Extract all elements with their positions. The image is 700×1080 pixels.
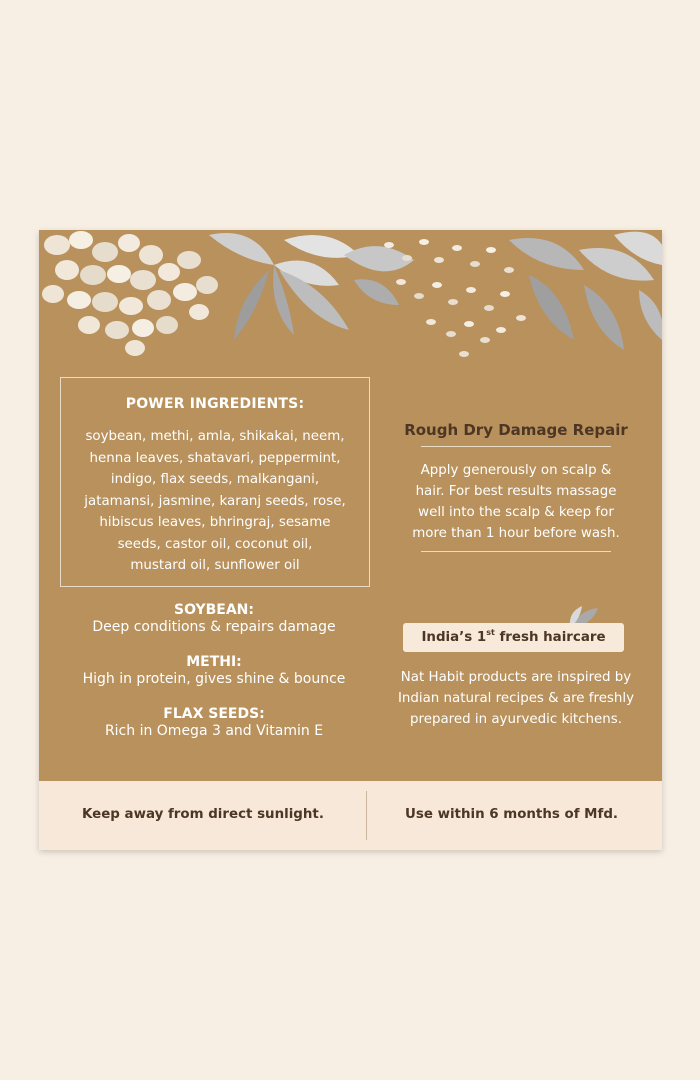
benefit-name: METHI: — [186, 654, 242, 670]
power-ingredients-title: POWER INGREDIENTS: — [125, 396, 305, 412]
ingredients-line: soybean, methi, amla, shikakai, neem, — [85, 429, 345, 444]
benefit-description: High in protein, gives shine & bounce — [82, 671, 346, 687]
storage-footer — [39, 781, 662, 850]
silver-leaves-right — [509, 232, 662, 350]
ingredients-line: jatamansi, jasmine, karanj seeds, rose, — [84, 493, 346, 509]
benefit-name: FLAX SEEDS: — [163, 706, 265, 722]
benefit-description: Rich in Omega 3 and Vitamin E — [104, 723, 324, 739]
benefit-description: Deep conditions & repairs damage — [92, 619, 336, 635]
badge-suffix: fresh haircare — [494, 630, 606, 645]
directions-divider — [421, 551, 611, 552]
botanical-illustration — [39, 230, 662, 370]
label-card — [39, 230, 662, 850]
directions-line: well into the scalp & keep for — [418, 505, 614, 520]
soybean-cluster — [42, 231, 218, 356]
directions-line: more than 1 hour before wash. — [412, 526, 620, 541]
badge-prefix: India’s 1 — [421, 630, 487, 645]
directions-line: Apply generously on scalp & — [420, 463, 612, 478]
fresh-haircare-badge — [403, 623, 624, 652]
footer-divider — [366, 791, 367, 840]
benefit-flax-seeds — [49, 706, 379, 740]
about-line: prepared in ayurvedic kitchens. — [410, 712, 622, 727]
benefit-methi — [49, 654, 379, 688]
ingredients-list — [73, 426, 357, 577]
flax-seed-cluster — [384, 239, 526, 357]
benefit-name: SOYBEAN: — [173, 602, 254, 618]
ingredients-line: hibiscus leaves, bhringraj, sesame — [99, 515, 331, 530]
ingredients-line: mustard oil, sunflower oil — [130, 558, 300, 573]
silver-leaves-center — [344, 246, 414, 305]
badge-superscript: st — [486, 628, 495, 637]
power-ingredients-box — [60, 377, 370, 587]
silver-leaves-left — [209, 233, 359, 340]
directions-line: hair. For best results massage — [415, 484, 617, 499]
title-divider — [421, 446, 611, 447]
ingredients-line: henna leaves, shatavari, peppermint, — [89, 450, 341, 466]
shelf-life-note: Use within 6 months of Mfd. — [405, 807, 619, 822]
brand-description — [384, 667, 648, 730]
ingredient-benefits — [49, 602, 379, 758]
usage-directions — [394, 460, 638, 544]
ingredients-line: indigo, flax seeds, malkangani, — [110, 472, 320, 487]
about-line: Nat Habit products are inspired by — [400, 670, 632, 685]
benefit-soybean — [49, 602, 379, 636]
product-title: Rough Dry Damage Repair — [404, 421, 628, 439]
about-line: Indian natural recipes & are freshly — [397, 691, 635, 706]
storage-instruction: Keep away from direct sunlight. — [82, 807, 324, 822]
ingredients-line: seeds, castor oil, coconut oil, — [117, 536, 313, 552]
